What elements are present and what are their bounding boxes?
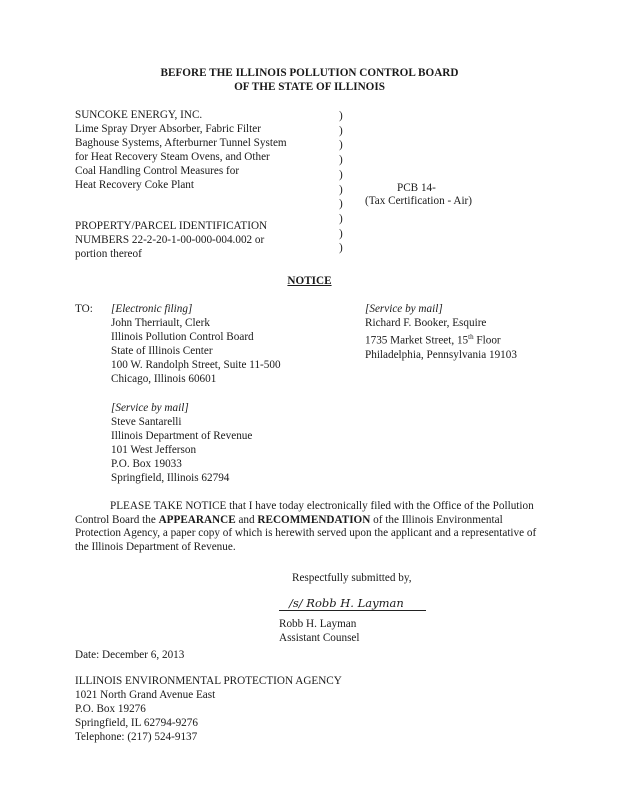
address-line: Illinois Pollution Control Board [111,331,254,343]
property-line: portion thereof [75,248,142,260]
agency-line: P.O. Box 19276 [75,703,146,715]
signature: /s/ Robb H. Layman [289,596,404,610]
paren: ) [339,139,343,152]
caption-line: Lime Spray Dryer Absorber, Fabric Filter [75,123,261,135]
paren: ) [339,183,343,196]
recipient-booker-block [365,302,517,362]
address-line: Illinois Department of Revenue [111,430,253,442]
floor-text: Floor [473,334,501,347]
notice-body [75,500,545,555]
service-method: [Service by mail] [365,303,443,315]
agency-block [75,674,342,744]
property-line: NUMBERS 22-2-20-1-00-000-004.002 or [75,234,265,246]
agency-line: 1021 North Grand Avenue East [75,689,216,701]
address-line: Philadelphia, Pennsylvania 19103 [365,348,517,361]
recipient-clerk-block [111,302,281,386]
paren: ) [339,124,343,137]
date-line: Date: December 6, 2013 [75,649,185,661]
agency-phone: Telephone: (217) 524-9137 [75,731,198,743]
address-line [365,330,517,348]
agency-name: ILLINOIS ENVIRONMENTAL PROTECTION AGENCY [75,675,342,687]
address-line: Springfield, Illinois 62794 [111,472,230,484]
signature-line [279,610,426,611]
caption-line: Coal Handling Control Measures for [75,165,240,177]
caption-property-block [75,219,267,261]
case-number: PCB 14- [397,182,436,194]
address-line: 100 W. Randolph Street, Suite 11-500 [111,359,281,371]
state-heading: OF THE STATE OF ILLINOIS [234,81,385,93]
signer-name: Robb H. Layman [279,618,357,630]
closing-text: Respectfully submitted by, [292,572,412,584]
body-text: and [235,513,258,526]
address-line: P.O. Box 19033 [111,458,182,470]
body-text: PLEASE TAKE NOTICE that I have today electronically filed with the Office of the Pollution Control Board the [75,500,534,526]
board-heading: BEFORE THE ILLINOIS POLLUTION CONTROL BOARD [160,67,459,79]
body-text: of the Illinois Environmental Protection Agency, a paper copy of which is herewith served upon the applicant and a representative of the Illinois Department of Revenue. [75,513,537,554]
petitioner-name: SUNCOKE ENERGY, INC. [75,109,203,121]
paren: ) [339,212,343,225]
address-line: 101 West Jefferson [111,444,197,456]
street-text: 1735 Market Street, 15 [365,334,469,347]
address-line: John Therriault, Clerk [111,317,210,329]
address-line: State of Illinois Center [111,345,213,357]
address-line: Chicago, Illinois 60601 [111,373,217,385]
caption-petitioner-block [75,108,287,192]
service-method: [Service by mail] [111,402,189,414]
caption-parentheses [339,109,343,256]
paren: ) [339,168,343,181]
property-line: PROPERTY/PARCEL IDENTIFICATION [75,220,268,232]
caption-line: Baghouse Systems, Afterburner Tunnel System [75,137,287,149]
case-type: (Tax Certification - Air) [365,195,473,207]
ordinal-suffix: th [468,333,474,341]
signer-title: Assistant Counsel [279,632,360,644]
recommendation-term: RECOMMENDATION [257,513,371,526]
agency-line: Springfield, IL 62794-9276 [75,717,198,729]
address-line: Steve Santarelli [111,416,182,428]
recipient-revenue-block [111,401,252,485]
appearance-term: APPEARANCE [158,513,236,526]
caption-line: Heat Recovery Coke Plant [75,179,194,191]
paren: ) [339,154,343,167]
service-method: [Electronic filing] [111,303,193,315]
paren: ) [339,110,343,122]
notice-title: NOTICE [287,275,332,287]
paren: ) [339,242,343,255]
to-label: TO: [75,303,93,315]
address-line: Richard F. Booker, Esquire [365,317,487,329]
paren: ) [339,227,343,240]
paren: ) [339,198,343,211]
caption-line: for Heat Recovery Steam Ovens, and Other [75,151,270,163]
